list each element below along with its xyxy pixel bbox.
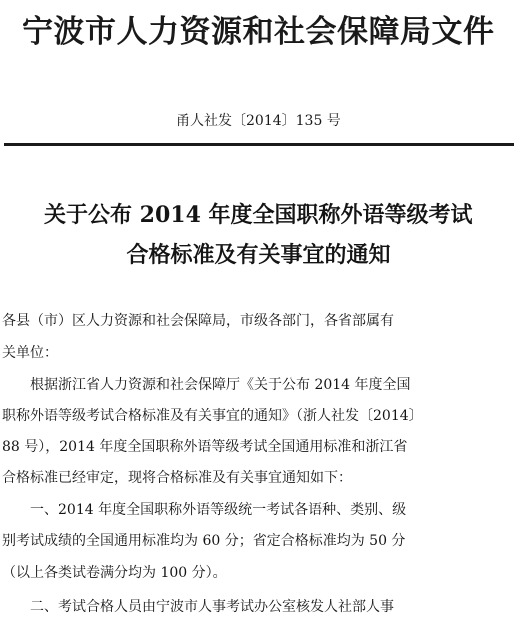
- body-line: 合格标准已经审定，现将合格标准及有关事宜通知如下：: [2, 470, 352, 486]
- body-line: 职称外语等级考试合格标准及有关事宜的通知》（浙人社发〔2014〕: [2, 408, 423, 424]
- body-line: 别考试成绩的全国通用标准均为 60 分；省定合格标准均为 50 分: [2, 533, 406, 549]
- body-line: 一、2014 年度全国职称外语等级统一考试各语种、类别、级: [30, 502, 407, 518]
- issuer-masthead: 宁波市人力资源和社会保障局文件: [22, 14, 495, 50]
- body-line: 二、考试合格人员由宁波市人事考试办公室核发人社部人事: [30, 599, 394, 615]
- document-number: 甬人社发〔2014〕135 号: [176, 113, 341, 129]
- body-line: 88 号），2014 年度全国职称外语等级考试全国通用标准和浙江省: [2, 439, 408, 455]
- body-line: 关单位：: [2, 345, 58, 361]
- document-title-line-2: 合格标准及有关事宜的通知: [126, 242, 391, 268]
- body-line: 各县（市）区人力资源和社会保障局，市级各部门，各省部属有: [2, 313, 394, 329]
- body-line: 根据浙江省人力资源和社会保障厅《关于公布 2014 年度全国: [30, 377, 411, 393]
- document-title-line-1: 关于公布 2014 年度全国职称外语等级考试: [44, 202, 473, 228]
- body-line: （以上各类试卷满分均为 100 分）。: [2, 565, 227, 581]
- header-divider: [4, 143, 514, 146]
